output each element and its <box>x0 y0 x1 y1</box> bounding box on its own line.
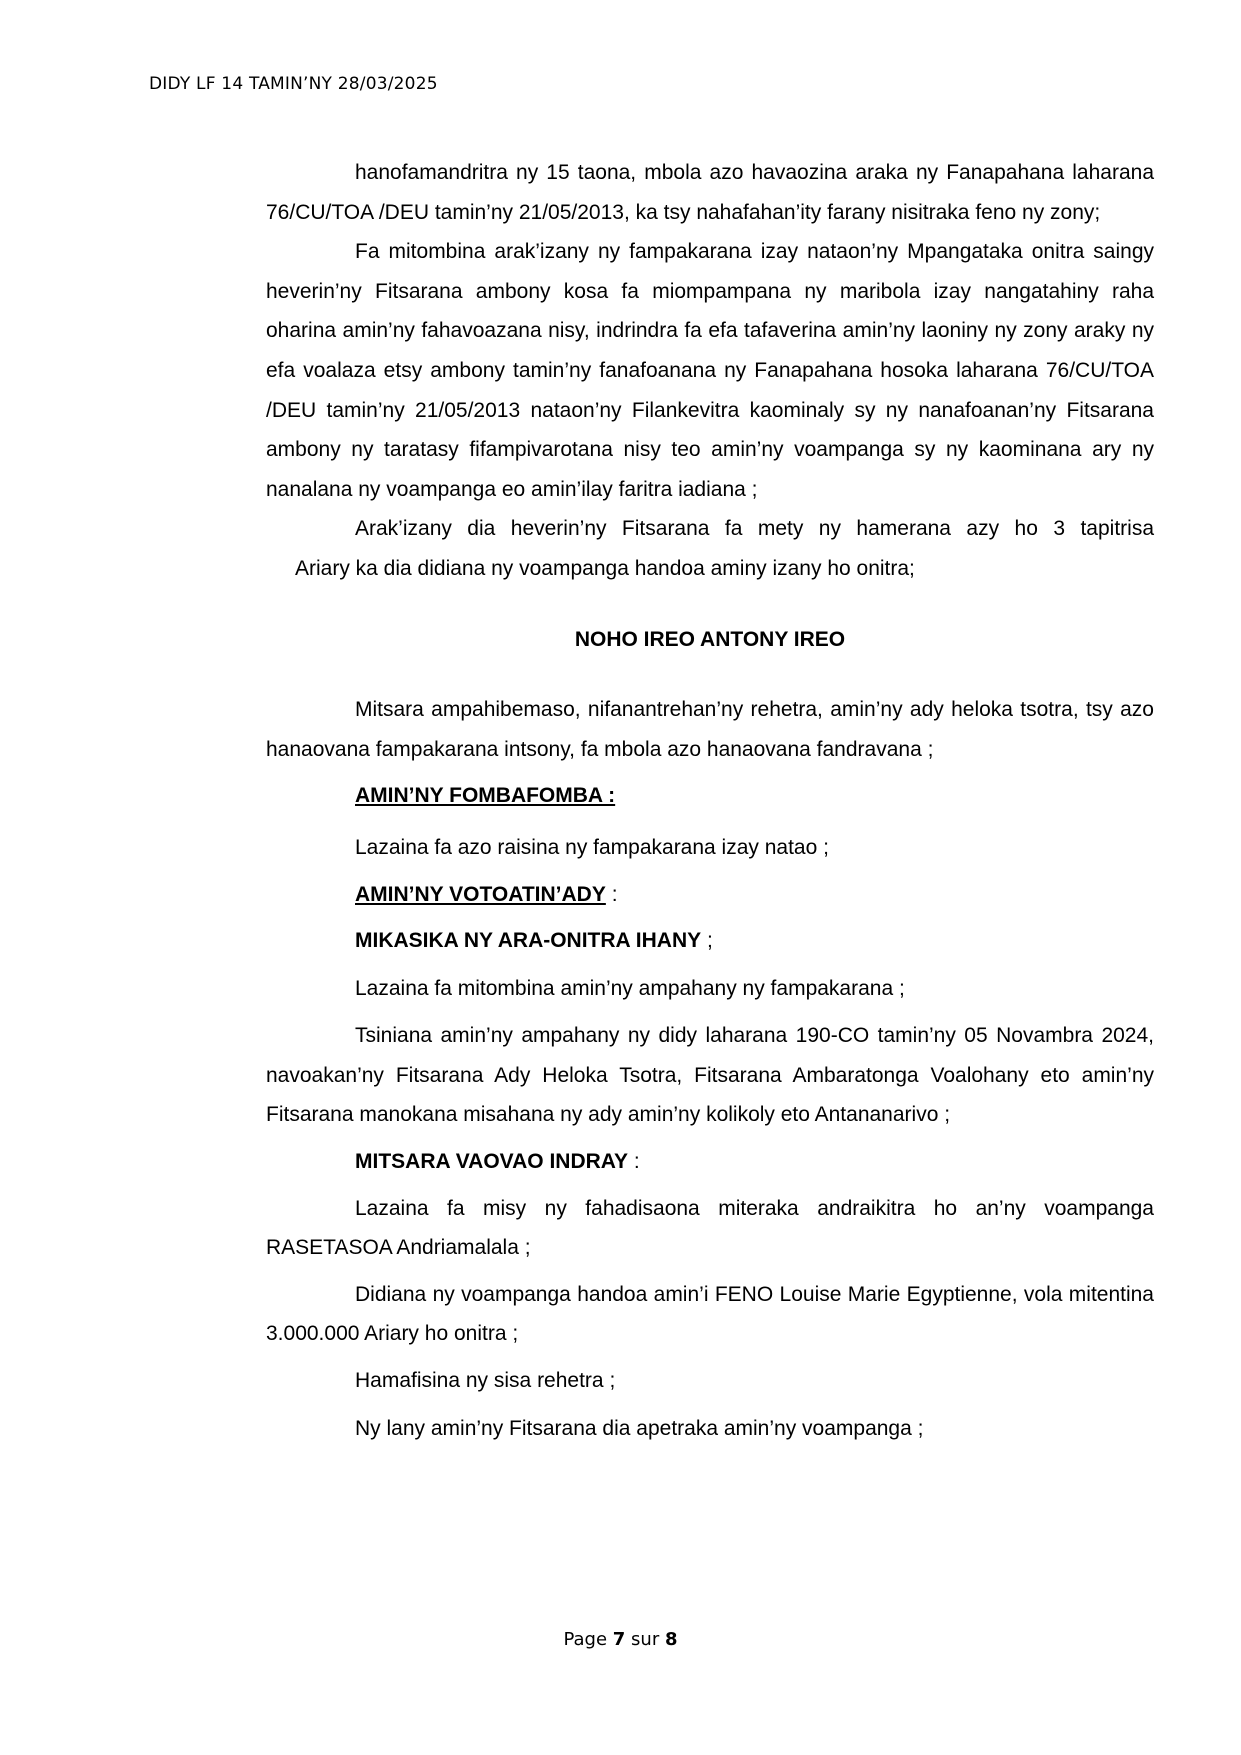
paragraph-payment-order: Didiana ny voampanga handoa amin’i FENO Louise Marie Egyptienne, vola mitentina 3.000.000 Ariary ho onitra ; <box>266 1282 1154 1346</box>
paragraph-partial-reversal: Tsiniana amin’ny ampahany ny didy laharana 190-CO tamin’ny 05 Novambra 2024, navoakan’ny Fitsarana Ady Heloka Tsotra, Fitsarana Ambaratonga Voalohany eto amin’ny Fitsarana manokana misahana ny ady amin’ny kolikoly eto Antananarivo ; <box>266 1024 1154 1127</box>
paragraph-compensation-amount: Arak’izany dia heverin’ny Fitsarana fa mety ny hamerana azy ho 3 tapitrisa <box>355 517 1154 541</box>
paragraph-continuation: hanofamandritra ny 15 taona, mbola azo havaozina araka ny Fanapahana laharana 76/CU/TOA /DEU tamin’ny 21/05/2013, ka tsy nahafahan’ity farany nisitraka feno ny zony; <box>266 161 1154 224</box>
form-title-text: AMIN’NY FOMBAFOMBA : <box>355 784 616 808</box>
retrial-title-text: MITSARA VAOVAO INDRAY <box>355 1150 629 1174</box>
paragraph-form-decision: Lazaina fa azo raisina ny fampakarana izay natao ; <box>355 835 829 859</box>
paragraph-confirm-rest: Hamafisina ny sisa rehetra ; <box>355 1369 616 1393</box>
page-footer: Page 7 sur 8 <box>563 1629 678 1650</box>
document-body <box>266 153 1154 1448</box>
section-merits-title: AMIN’NY VOTOATIN’ADY : <box>355 882 618 906</box>
document-header: DIDY LF 14 TAMIN’NY 28/03/2025 <box>149 74 438 94</box>
paragraph-compensation-amount-cont: Ariary ka dia didiana ny voampanga handoa aminy izany ho onitra; <box>295 556 915 580</box>
section-heading-reasons: NOHO IREO ANTONY IREO <box>574 627 846 651</box>
paragraph-costs: Ny lany amin’ny Fitsarana dia apetraka amin’ny voampanga ; <box>355 1416 924 1440</box>
paragraph-civil-decision: Lazaina fa mitombina amin’ny ampahany ny fampakarana ; <box>355 976 905 1000</box>
merits-title-text: AMIN’NY VOTOATIN’ADY <box>355 882 606 906</box>
section-retrial-title: MITSARA VAOVAO INDRAY : <box>355 1150 640 1174</box>
total-page-number: 8 <box>664 1629 678 1650</box>
section-form-title <box>266 776 1154 816</box>
civil-title-text: MIKASIKA NY ARA-ONITRA IHANY <box>355 929 702 953</box>
current-page-number: 7 <box>612 1629 626 1650</box>
paragraph-ruling-intro: Mitsara ampahibemaso, nifanantrehan’ny rehetra, amin’ny ady heloka tsotra, tsy azo hanaovana fampakarana intsony, fa mbola azo hanaovana fandravana ; <box>266 698 1154 761</box>
section-civil-title: MIKASIKA NY ARA-ONITRA IHANY ; <box>355 929 713 953</box>
paragraph-appeal-merit: Fa mitombina arak’izany ny fampakarana izay nataon’ny Mpangataka onitra saingy heverin’ny Fitsarana ambony kosa fa miompampana ny maribola izay nangatahiny raha oharina amin’ny fahavoazana nisy, indrindra fa efa tafaverina amin’ny laoniny ny zony araky ny efa voalaza etsy ambony tamin’ny fanafoanana ny Fanapahana hosoka laharana 76/CU/TOA /DEU tamin’ny 21/05/2013 nataon’ny Filankevitra kaominaly sy ny nanafoanan’ny Fitsarana ambony ny taratasy fifampivarotana nisy teo amin’ny voampanga sy ny kaominana ary ny nanalana ny voampanga eo amin’ilay faritra iadiana ; <box>266 240 1154 501</box>
paragraph-liability: Lazaina fa misy ny fahadisaona miteraka andraikitra ho an’ny voampanga RASETASOA Andriamalala ; <box>266 1196 1154 1260</box>
